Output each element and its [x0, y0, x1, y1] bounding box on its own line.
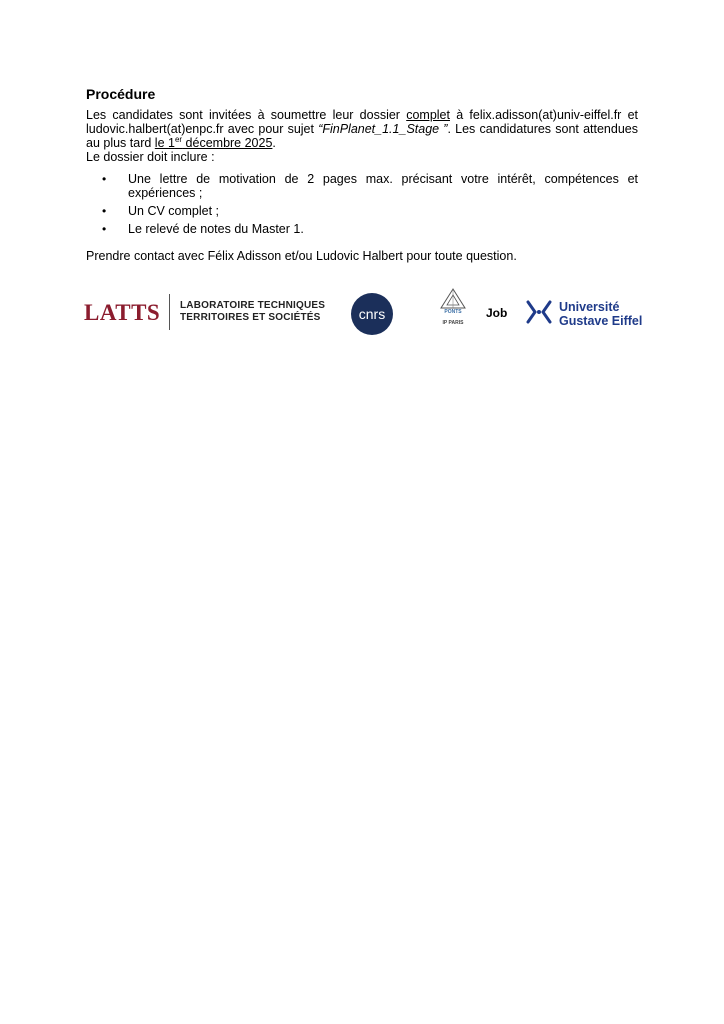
complet-underlined: complet	[406, 108, 450, 122]
latts-logo: LATTS	[84, 300, 161, 325]
logo-strip	[84, 288, 654, 340]
svg-text:cnrs: cnrs	[358, 306, 386, 322]
uge-logo: Université Gustave Eiffel	[525, 298, 553, 331]
include-line: Le dossier doit inclure :	[86, 150, 215, 164]
ponts-logo: PONTS IP PARIS	[436, 288, 470, 315]
bullet-icon: •	[102, 172, 107, 186]
requirements-list	[86, 172, 638, 236]
list-item: • Le relevé de notes du Master 1.	[102, 222, 304, 236]
latts-subtitle: LABORATOIRE TECHNIQUES TERRITOIRES ET SOCIÉTÉS	[180, 300, 326, 323]
uge-emblem-icon	[525, 298, 553, 326]
job-label: Job	[486, 306, 508, 320]
document-page	[86, 86, 638, 276]
list-item: • Un CV complet ;	[102, 204, 220, 218]
bullet-icon: •	[102, 222, 107, 236]
section-title: Procédure	[86, 86, 156, 102]
intro-paragraph: Les candidates sont invitées à soumettre leur dossier complet à felix.adisson(at)univ-eiffel.fr et ludovic.halbert(at)enpc.fr avec pour sujet “FinPlanet_1.1_Stage ”. Les candidatures sont attendues au plus tard le 1er décembre 2025.	[86, 108, 638, 150]
email-subject: “FinPlanet_1.1_Stage ”	[318, 122, 448, 136]
ponts-triangle-icon	[436, 288, 470, 310]
latts-divider	[169, 294, 170, 330]
bullet-icon: •	[102, 204, 107, 218]
cnrs-logo	[350, 292, 394, 336]
contact-line: Prendre contact avec Félix Adisson et/ou Ludovic Halbert pour toute question.	[86, 249, 517, 263]
deadline: le 1er décembre 2025	[154, 135, 273, 150]
list-item: • Une lettre de motivation de 2 pages max. précisant votre intérêt, compétences et expériences ;	[102, 172, 638, 200]
